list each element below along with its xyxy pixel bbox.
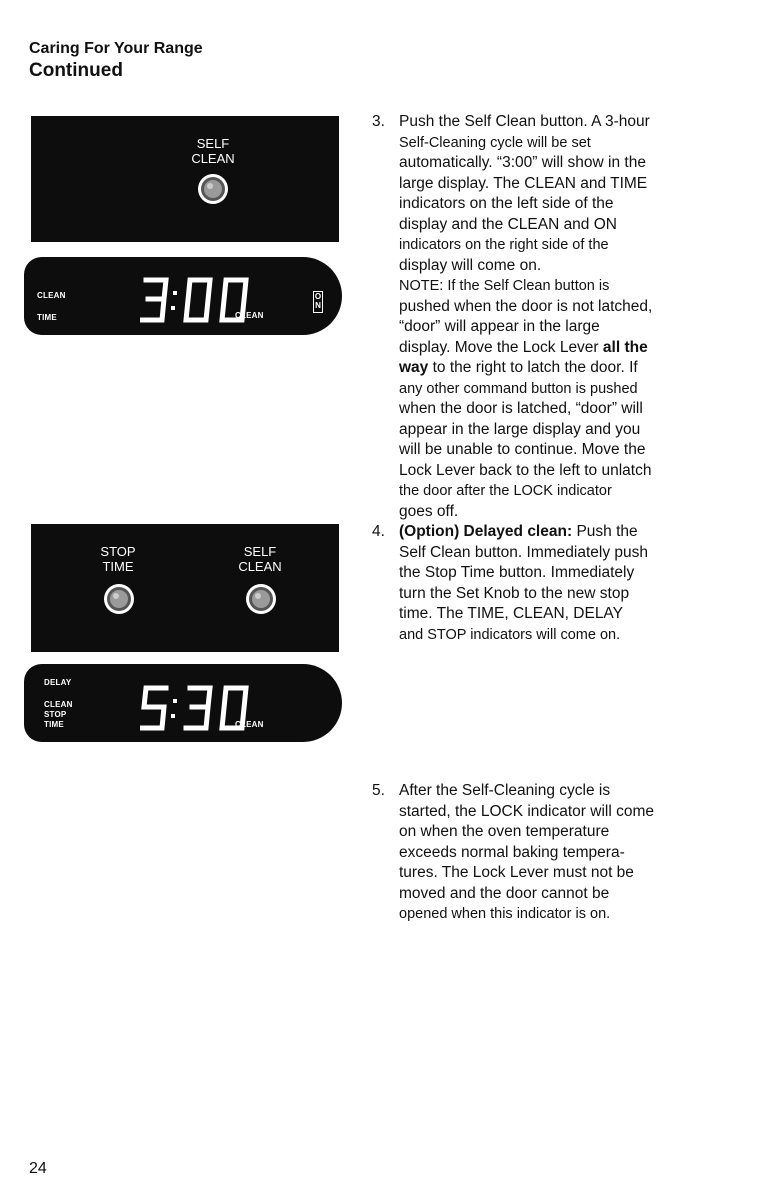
indicator-on-o: O xyxy=(314,292,322,301)
control-panel-top xyxy=(31,116,339,242)
instruction-steps xyxy=(372,112,702,925)
step-line: on when the oven temperature xyxy=(399,823,610,840)
step-line: After the Self-Cleaning cycle is xyxy=(399,782,611,799)
step-line: opened when this indicator is on. xyxy=(399,906,611,922)
indicator-on-n: N xyxy=(315,301,321,310)
section-subtitle: Continued xyxy=(29,60,123,81)
self-clean-label xyxy=(168,136,258,166)
indicator-time: TIME xyxy=(37,313,57,322)
stop-time-button-icon xyxy=(102,582,136,616)
step-line: time. The TIME, CLEAN, DELAY xyxy=(399,605,623,622)
indicator-clean: CLEAN xyxy=(44,700,73,709)
self-clean-label-line1: SELF xyxy=(196,136,230,151)
self-clean-label-line2: CLEAN xyxy=(191,151,235,166)
note-line xyxy=(399,358,702,379)
note-line: pushed when the door is not latched, xyxy=(399,297,653,315)
note-text: to the right to latch the door. If xyxy=(432,359,638,376)
note-emphasis: way xyxy=(399,359,429,376)
step-line: indicators on the left side of the xyxy=(399,195,614,212)
step-line: Self Clean button. Immediately push xyxy=(399,543,648,561)
step-line: moved and the door cannot be xyxy=(399,884,610,902)
step-text: Push the xyxy=(576,523,638,540)
indicator-clean-right: CLEAN xyxy=(235,311,264,320)
self-clean-label-bottom xyxy=(215,544,305,574)
note-text: display. Move the Lock Lever xyxy=(399,338,599,356)
step-line: display and the CLEAN and ON xyxy=(399,215,617,233)
display-bottom xyxy=(24,664,342,742)
step-line: exceeds normal baking tempera- xyxy=(399,843,625,861)
note-line: will be unable to continue. Move the xyxy=(399,441,646,458)
indicator-time: TIME xyxy=(44,720,64,729)
section-title: Caring For Your Range xyxy=(29,40,203,57)
note-line: goes off. xyxy=(399,502,459,520)
step-line: automatically. “3:00” will show in the xyxy=(399,154,646,171)
step-4 xyxy=(372,522,702,645)
step-5 xyxy=(372,781,702,925)
step-line: large display. The CLEAN and TIME xyxy=(399,174,648,192)
self-clean-label-bottom-line2: CLEAN xyxy=(238,559,282,574)
step-number: 5. xyxy=(372,782,385,799)
step-line: and STOP indicators will come on. xyxy=(399,626,621,643)
indicator-stop: STOP xyxy=(44,710,67,719)
indicator-on xyxy=(313,291,323,313)
indicator-clean-right: CLEAN xyxy=(235,720,264,729)
option-heading: (Option) Delayed clean: xyxy=(399,523,573,540)
note-line: Lock Lever back to the left to unlatch xyxy=(399,461,652,479)
note-line: “door” will appear in the large xyxy=(399,318,600,335)
step-line: Self-Cleaning cycle will be set xyxy=(399,134,591,151)
step-line: indicators on the right side of the xyxy=(399,237,609,253)
step-line xyxy=(399,522,702,543)
stop-time-label-line1: STOP xyxy=(100,544,136,559)
step-line: the Stop Time button. Immediately xyxy=(399,564,635,581)
stop-time-label-line2: TIME xyxy=(102,559,134,574)
note-line: when the door is latched, “door” will xyxy=(399,400,643,417)
self-clean-button-icon xyxy=(196,172,230,206)
control-panel-bottom xyxy=(31,524,339,652)
stop-time-label xyxy=(73,544,163,574)
note-line: NOTE: If the Self Clean button is xyxy=(399,278,610,294)
step-line: Push the Self Clean button. A 3-hour xyxy=(399,113,650,130)
note-line: the door after the LOCK indicator xyxy=(399,483,612,499)
note-line: any other command button is pushed xyxy=(399,380,638,397)
step-line: display will come on. xyxy=(399,256,542,274)
step-line: tures. The Lock Lever must not be xyxy=(399,864,634,881)
self-clean-label-bottom-line1: SELF xyxy=(243,544,277,559)
step-number: 3. xyxy=(372,113,385,130)
indicator-clean: CLEAN xyxy=(37,291,66,300)
step-3 xyxy=(372,112,702,522)
indicator-delay: DELAY xyxy=(44,678,72,687)
page-number: 24 xyxy=(29,1160,47,1177)
step-line: turn the Set Knob to the new stop xyxy=(399,584,630,602)
note-line xyxy=(399,338,702,359)
display-top xyxy=(24,257,342,335)
self-clean-button-bottom-icon xyxy=(244,582,278,616)
step-line: started, the LOCK indicator will come xyxy=(399,802,654,820)
step-number: 4. xyxy=(372,523,385,540)
note-emphasis: all the xyxy=(602,338,648,356)
note-line: appear in the large display and you xyxy=(399,420,641,438)
